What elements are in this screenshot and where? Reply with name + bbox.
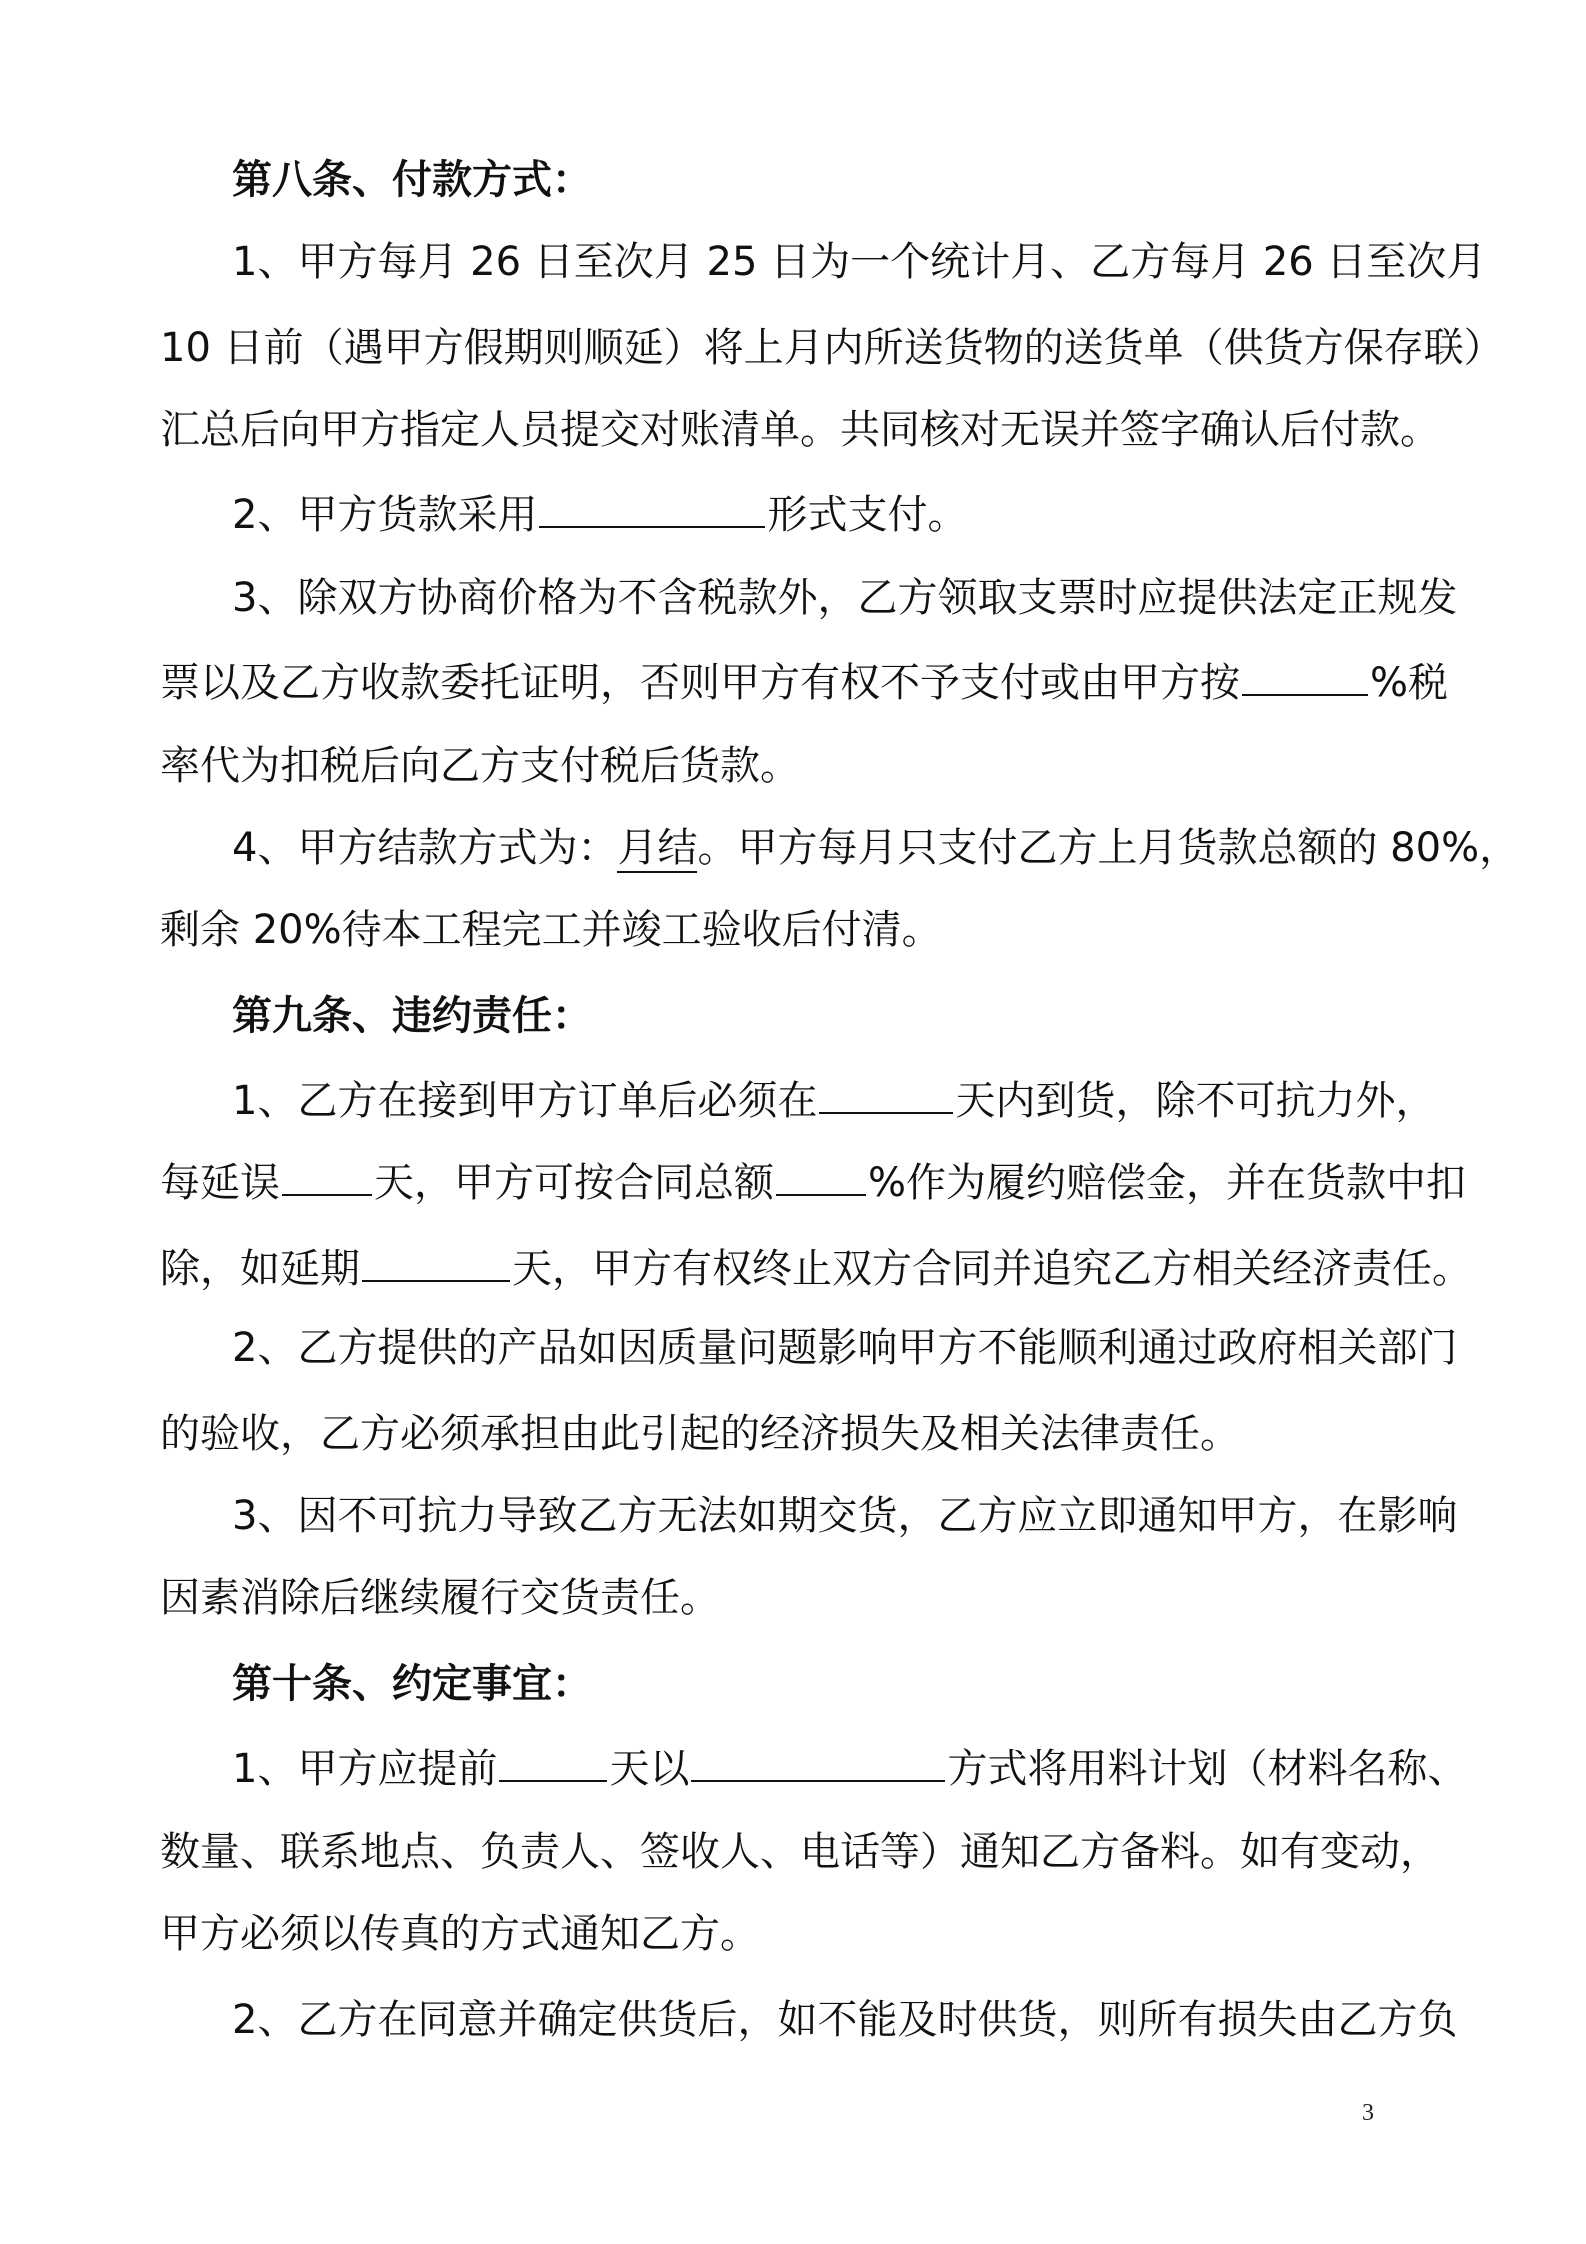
- article8-item1-line2: 10 日前（遇甲方假期则顺延）将上月内所送货物的送货单（供货方保存联）: [160, 325, 1504, 371]
- article9-item1-line1: [232, 1068, 1436, 1128]
- article9-item2-line2: 的验收，乙方必须承担由此引起的经济损失及相关法律责任。: [160, 1411, 1240, 1457]
- article9-item1-line3: [160, 1236, 1472, 1296]
- page-number: 3: [1362, 2100, 1374, 2126]
- article10-item1-line2: 数量、联系地点、负责人、签收人、电话等）通知乙方备料。如有变动，: [160, 1829, 1440, 1875]
- article9-item1-line2: [160, 1150, 1467, 1210]
- article10-item2-line1: 2、乙方在同意并确定供货后，如不能及时供货，则所有损失由乙方负: [232, 1997, 1458, 2043]
- delay-days-blank: [282, 1150, 372, 1196]
- article8-item4-before: 4、甲方结款方式为：: [232, 825, 618, 871]
- article8-item2: [232, 482, 1382, 542]
- article10-heading: 第十条、约定事宜：: [232, 1661, 592, 1707]
- article8-item4-after: 。甲方每月只支付乙方上月货款总额的 80%，: [697, 825, 1520, 871]
- article10-item1-line1-b: 天以: [609, 1746, 690, 1792]
- delivery-days-blank: [819, 1068, 953, 1114]
- article9-item3-line1: 3、因不可抗力导致乙方无法如期交货，乙方应立即通知甲方，在影响: [232, 1493, 1458, 1539]
- termination-days-blank: [362, 1236, 510, 1282]
- advance-days-blank: [499, 1736, 607, 1782]
- tax-rate-blank: [1242, 650, 1368, 696]
- article9-item1-line2-c: %作为履约赔偿金，并在货款中扣: [868, 1160, 1467, 1206]
- article8-item3-line2-after: %税: [1370, 660, 1449, 706]
- article10-item1-line1: [232, 1736, 1468, 1796]
- article10-item1-line1-a: 1、甲方应提前: [232, 1746, 498, 1792]
- article10-item1-line1-c: 方式将用料计划（材料名称、: [947, 1746, 1468, 1792]
- article9-item1-line2-b: 天，甲方可按合同总额: [374, 1160, 774, 1206]
- notice-method-blank: [691, 1736, 945, 1782]
- article8-item3-line3: 率代为扣税后向乙方支付税后货款。: [160, 743, 800, 789]
- penalty-percent-blank: [776, 1150, 866, 1196]
- article10-item1-line3: 甲方必须以传真的方式通知乙方。: [160, 1911, 760, 1957]
- article9-heading: 第九条、违约责任：: [232, 993, 592, 1039]
- article9-item1-line1-before: 1、乙方在接到甲方订单后必须在: [232, 1078, 818, 1124]
- article9-item1-line2-a: 每延误: [160, 1160, 280, 1206]
- payment-form-blank: [539, 482, 765, 528]
- article9-item1-line3-a: 除，如延期: [160, 1246, 360, 1292]
- article8-item1-line3: 汇总后向甲方指定人员提交对账清单。共同核对无误并签字确认后付款。: [160, 407, 1440, 453]
- article8-item3-line2: [160, 650, 1449, 710]
- article8-heading: 第八条、付款方式：: [232, 157, 592, 203]
- article9-item2-line1: 2、乙方提供的产品如因质量问题影响甲方不能顺利通过政府相关部门: [232, 1325, 1458, 1371]
- article8-item4-line2: 剩余 20%待本工程完工并竣工验收后付清。: [160, 907, 942, 953]
- settlement-method-value: 月结: [617, 825, 698, 871]
- article8-item2-text-after: 形式支付。: [767, 492, 968, 538]
- article8-item2-text-before: 2、甲方货款采用: [232, 492, 538, 538]
- article8-item1-line1: 1、甲方每月 26 日至次月 25 日为一个统计月、乙方每月 26 日至次月: [232, 239, 1487, 285]
- article8-item4-line1: [232, 818, 1520, 878]
- article9-item1-line1-after: 天内到货，除不可抗力外，: [955, 1078, 1436, 1124]
- article8-item3-line2-before: 票以及乙方收款委托证明，否则甲方有权不予支付或由甲方按: [160, 660, 1240, 706]
- article9-item1-line3-b: 天，甲方有权终止双方合同并追究乙方相关经济责任。: [512, 1246, 1472, 1292]
- article8-item3-line1: 3、除双方协商价格为不含税款外，乙方领取支票时应提供法定正规发: [232, 575, 1458, 621]
- article9-item3-line2: 因素消除后继续履行交货责任。: [160, 1575, 720, 1621]
